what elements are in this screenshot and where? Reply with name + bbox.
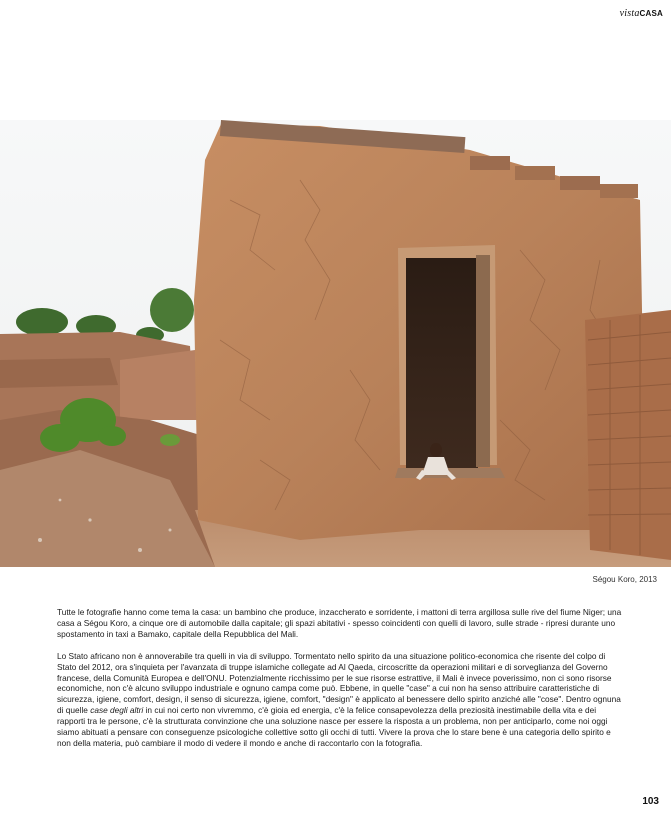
paragraph-2-text-b: in cui noi certo non vivremmo, c'è gioia ed energia, c'è la felice consapevolezza della preziosità inestimabile della vita e dei rapporti tra le persone, c'è la strutturata convinzione che una soluzione nasce per essere la risposta a un problema, non per anticiparlo, come noi oggi siamo abituati a pensare con conseguenze psicologiche collettive sotto gli occhi di tutti. Vivere la prova che lo stare bene è una categoria dello spirito e non della materia, può cambiare il modo di vedere il mondo e anche di raccontarlo con la fotografia. (57, 705, 611, 748)
magazine-logo (620, 8, 663, 19)
article-paragraph-2 (57, 651, 623, 749)
paragraph-2-emphasis: case degli altri (90, 705, 144, 716)
brick-wall (585, 310, 671, 560)
doorway (406, 258, 478, 468)
page-number: 103 (642, 796, 659, 807)
logo-part-vista: vista (619, 8, 640, 19)
photo-caption: Ségou Koro, 2013 (592, 575, 657, 584)
article-paragraph-1: Tutte le fotografie hanno come tema la casa: un bambino che produce, inzaccherato e sorridente, i mattoni di terra argillosa sulle rive del fiume Niger; una casa a Ségou Koro, a cinque ore di automobile dalla capitale; gli spazi abitativi - spesso coincidenti con quelli di lavoro, sulle strade - ripresi durante uno spostamento in taxi a Bamako, capitale della Repubblica del Mali. (57, 607, 622, 639)
article-body (57, 607, 623, 760)
paragraph-2-text-a: Lo Stato africano non è annoverabile tra quelli in via di sviluppo. Tormentato nello spirito da una situazione politico-economica che risente del colpo di Stato del 2012, ora s'inquieta per l'avanzata di truppe islamiche collegate ad Al Qaeda, circoscritte da operazioni militari e di sorveglianza del Governo francese, della Comunità Europea e dell'ONU. Potenzialmente ricchissimo per le sue risorse estrattive, il Mali è invece poverissimo, non ci sono risorse economiche, non c'è alcuno sviluppo industriale e ognuno campa come può. Ebbene, in quelle "case" a cui non ha senso attribuire caratteristiche di sicurezza, igiene, comfort, design, il senso di sicurezza, igiene, comfort, "design" è applicato al benessere dello spirito anziché alle "cose". Dentro ognuna di quelle (57, 650, 621, 716)
mud-house-photograph (0, 120, 671, 567)
logo-part-casa: CASA (639, 9, 663, 18)
